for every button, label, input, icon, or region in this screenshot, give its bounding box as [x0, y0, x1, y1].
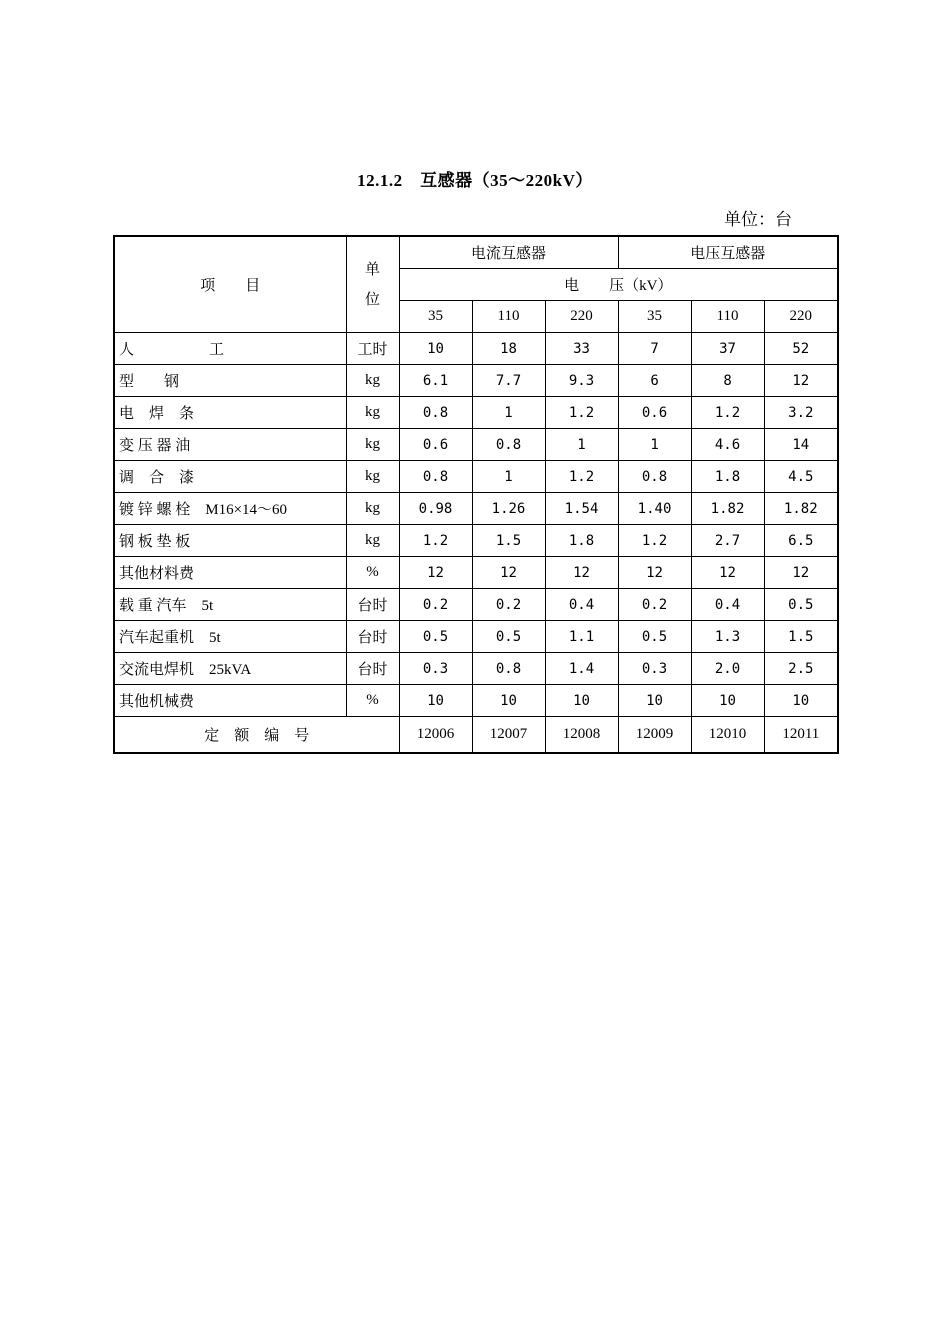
row-value-cell: 6.1	[399, 365, 472, 397]
row-value-cell: 6.5	[764, 525, 838, 557]
row-value-cell: 0.2	[472, 589, 545, 621]
row-unit: kg	[346, 493, 399, 525]
table-row	[114, 621, 838, 653]
row-value-cell: 0.8	[399, 397, 472, 429]
quota-code-cell: 12006	[399, 717, 472, 754]
header-voltage-cell: 35	[399, 301, 472, 333]
row-value-cell: 12	[764, 365, 838, 397]
row-value-cell: 0.5	[618, 621, 691, 653]
table-row	[114, 589, 838, 621]
header-unit-bottom: 位	[364, 291, 380, 308]
row-value-cell: 1.82	[764, 493, 838, 525]
table-row	[114, 429, 838, 461]
row-value-cell: 10	[472, 685, 545, 717]
quota-code-cell: 12008	[545, 717, 618, 754]
header-current-transformer: 电流互感器	[399, 236, 618, 269]
row-value-cell: 0.3	[399, 653, 472, 685]
row-value-cell: 1.40	[618, 493, 691, 525]
row-value-cell: 1	[472, 461, 545, 493]
row-value-cell: 3.2	[764, 397, 838, 429]
row-item-name: 交流电焊机 25kVA	[114, 653, 346, 685]
row-value-cell: 1.1	[545, 621, 618, 653]
row-unit: kg	[346, 365, 399, 397]
header-voltage-cell: 110	[691, 301, 764, 333]
header-voltage-cell: 35	[618, 301, 691, 333]
row-value-cell: 9.3	[545, 365, 618, 397]
row-value-cell: 6	[618, 365, 691, 397]
section-title: 12.1.2 互感器（35～220kV）	[357, 171, 593, 190]
unit-note: 单位：台	[724, 210, 792, 229]
row-value-cell: 18	[472, 333, 545, 365]
row-value-cell: 0.4	[691, 589, 764, 621]
row-value-cell: 1.2	[691, 397, 764, 429]
row-value-cell: 0.3	[618, 653, 691, 685]
row-value-cell: 1.8	[691, 461, 764, 493]
row-value-cell: 0.5	[472, 621, 545, 653]
table-row	[114, 333, 838, 365]
row-value-cell: 2.5	[764, 653, 838, 685]
header-item: 项 目	[114, 236, 346, 333]
table-row	[114, 493, 838, 525]
row-value-cell: 10	[764, 685, 838, 717]
row-value-cell: 7.7	[472, 365, 545, 397]
row-value-cell: 10	[691, 685, 764, 717]
row-value-cell: 0.2	[618, 589, 691, 621]
row-value-cell: 0.8	[618, 461, 691, 493]
header-voltage-transformer: 电压互感器	[618, 236, 838, 269]
row-unit: kg	[346, 397, 399, 429]
table-row	[114, 685, 838, 717]
quota-code-cell: 12007	[472, 717, 545, 754]
table-row	[114, 557, 838, 589]
row-unit: 台时	[346, 621, 399, 653]
row-value-cell: 1.2	[545, 397, 618, 429]
row-value-cell: 1.5	[764, 621, 838, 653]
row-value-cell: 7	[618, 333, 691, 365]
row-unit: %	[346, 685, 399, 717]
row-value-cell: 0.5	[399, 621, 472, 653]
row-value-cell: 12	[399, 557, 472, 589]
row-item-name: 型 钢	[114, 365, 346, 397]
row-value-cell: 10	[618, 685, 691, 717]
row-value-cell: 10	[545, 685, 618, 717]
row-item-name: 汽车起重机 5t	[114, 621, 346, 653]
row-value-cell: 1.8	[545, 525, 618, 557]
row-value-cell: 12	[764, 557, 838, 589]
table-row	[114, 365, 838, 397]
header-unit-top: 单	[364, 261, 380, 278]
header-voltage-label: 电 压（kV）	[399, 269, 838, 301]
row-value-cell: 1.54	[545, 493, 618, 525]
row-value-cell: 0.6	[618, 397, 691, 429]
row-value-cell: 1.3	[691, 621, 764, 653]
row-value-cell: 0.5	[764, 589, 838, 621]
row-value-cell: 12	[618, 557, 691, 589]
row-value-cell: 0.98	[399, 493, 472, 525]
row-item-name: 载 重 汽车 5t	[114, 589, 346, 621]
row-value-cell: 2.0	[691, 653, 764, 685]
row-value-cell: 14	[764, 429, 838, 461]
header-voltage-cell: 220	[764, 301, 838, 333]
row-unit: %	[346, 557, 399, 589]
table-row	[114, 653, 838, 685]
row-item-name: 其他机械费	[114, 685, 346, 717]
table-row	[114, 525, 838, 557]
row-value-cell: 1.2	[545, 461, 618, 493]
row-value-cell: 33	[545, 333, 618, 365]
table-row	[114, 461, 838, 493]
row-item-name: 镀 锌 螺 栓 M16×14～60	[114, 493, 346, 525]
row-value-cell: 1.2	[618, 525, 691, 557]
row-item-name: 人 工	[114, 333, 346, 365]
table-row	[114, 397, 838, 429]
row-value-cell: 0.8	[399, 461, 472, 493]
row-value-cell: 12	[691, 557, 764, 589]
row-unit: kg	[346, 429, 399, 461]
row-value-cell: 1	[545, 429, 618, 461]
row-value-cell: 2.7	[691, 525, 764, 557]
row-unit: 台时	[346, 653, 399, 685]
row-value-cell: 1	[472, 397, 545, 429]
row-item-name: 变 压 器 油	[114, 429, 346, 461]
row-item-name: 电 焊 条	[114, 397, 346, 429]
row-value-cell: 1.5	[472, 525, 545, 557]
row-value-cell: 1.82	[691, 493, 764, 525]
quota-code-cell: 12011	[764, 717, 838, 754]
row-item-name: 钢 板 垫 板	[114, 525, 346, 557]
row-value-cell: 1	[618, 429, 691, 461]
row-item-name: 其他材料费	[114, 557, 346, 589]
row-value-cell: 0.2	[399, 589, 472, 621]
row-value-cell: 1.4	[545, 653, 618, 685]
row-value-cell: 1.2	[399, 525, 472, 557]
row-value-cell: 8	[691, 365, 764, 397]
row-value-cell: 1.26	[472, 493, 545, 525]
row-value-cell: 52	[764, 333, 838, 365]
row-value-cell: 4.5	[764, 461, 838, 493]
quota-code-cell: 12009	[618, 717, 691, 754]
row-value-cell: 0.4	[545, 589, 618, 621]
row-unit: kg	[346, 525, 399, 557]
quota-code-cell: 12010	[691, 717, 764, 754]
footer-row	[114, 717, 838, 754]
row-value-cell: 37	[691, 333, 764, 365]
row-value-cell: 12	[472, 557, 545, 589]
header-voltage-cell: 220	[545, 301, 618, 333]
row-value-cell: 12	[545, 557, 618, 589]
row-value-cell: 4.6	[691, 429, 764, 461]
row-unit: 台时	[346, 589, 399, 621]
header-unit	[346, 236, 399, 333]
row-unit: kg	[346, 461, 399, 493]
row-value-cell: 0.8	[472, 429, 545, 461]
quota-table	[113, 235, 839, 754]
header-row-1	[114, 236, 838, 269]
row-value-cell: 10	[399, 333, 472, 365]
row-unit: 工时	[346, 333, 399, 365]
row-value-cell: 10	[399, 685, 472, 717]
row-item-name: 调 合 漆	[114, 461, 346, 493]
header-voltage-cell: 110	[472, 301, 545, 333]
row-value-cell: 0.8	[472, 653, 545, 685]
row-value-cell: 0.6	[399, 429, 472, 461]
footer-label: 定 额 编 号	[114, 717, 399, 754]
